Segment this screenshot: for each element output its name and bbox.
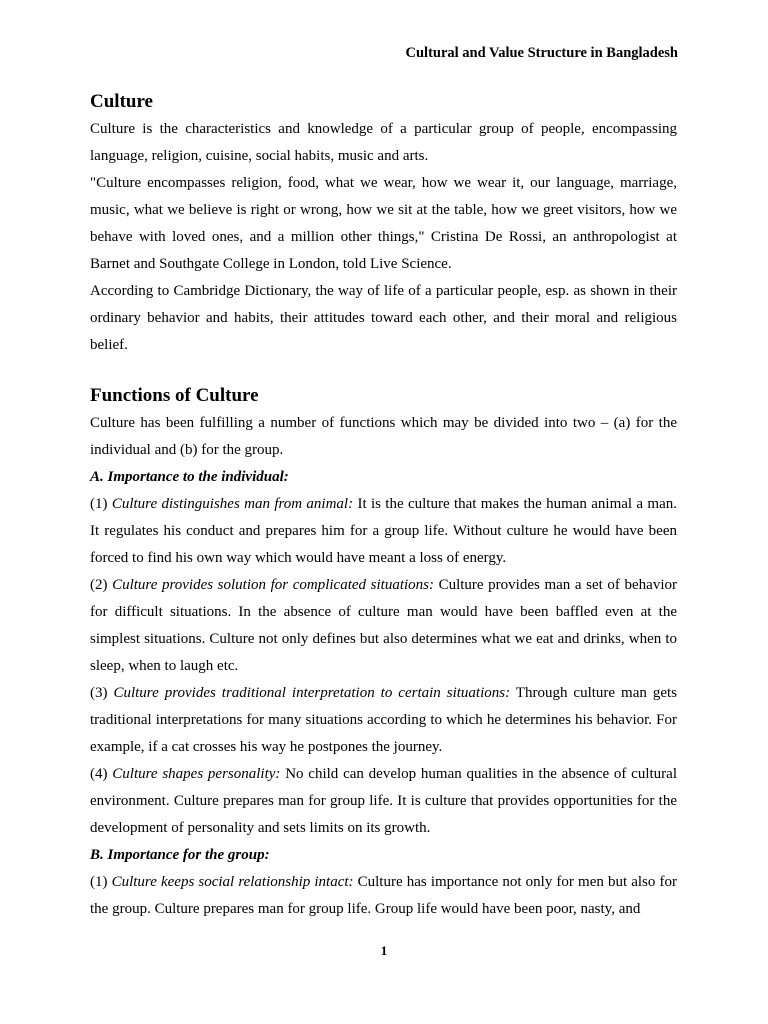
list-item	[90, 761, 677, 842]
list-item	[90, 680, 677, 761]
item-number: (1)	[90, 874, 112, 890]
item-lead: Culture keeps social relationship intact:	[111, 874, 354, 890]
list-item	[90, 491, 677, 572]
section-spacer	[90, 359, 677, 382]
item-lead: Culture distinguishes man from animal:	[111, 496, 354, 512]
item-text: No child can develop human qualities in the absence of cultural environment. Culture prepares man for group life. It is culture that provides opportunities for the development of personality and sets limits on its growth.	[90, 766, 677, 836]
section-title-culture: Culture	[90, 91, 153, 112]
item-number: (1)	[90, 496, 112, 512]
item-text: Culture provides man a set of behavior for difficult situations. In the absence of culture man would have been baffled even at the simplest situations. Culture not only defines but also determines what we eat and drinks, when to sleep, when to laugh etc.	[90, 577, 677, 674]
paragraph: Culture has been fulfilling a number of functions which may be divided into two – (a) for the individual and (b) for the group.	[90, 415, 677, 458]
item-text: It is the culture that makes the human animal a man. It regulates his conduct and prepares him for a group life. Without culture he would have been forced to find his own way which would have meant a loss of energy.	[90, 496, 677, 566]
list-item	[90, 572, 677, 680]
item-number: (2)	[90, 577, 113, 593]
item-lead: Culture provides solution for complicated situations:	[112, 577, 434, 593]
subheading-group: B. Importance for the group:	[90, 847, 270, 863]
item-number: (3)	[90, 685, 114, 701]
running-header: Cultural and Value Structure in Bangladesh	[405, 45, 678, 61]
paragraph: According to Cambridge Dictionary, the way of life of a particular people, esp. as shown in their ordinary behavior and habits, their attitudes toward each other, and their moral and religious belief.	[90, 283, 677, 353]
item-lead: Culture provides traditional interpretation to certain situations:	[113, 685, 511, 701]
item-lead: Culture shapes personality:	[112, 766, 281, 782]
item-number: (4)	[90, 766, 113, 782]
subheading-individual: A. Importance to the individual:	[90, 469, 289, 485]
page-body	[90, 88, 677, 923]
item-text: Through culture man gets traditional interpretations for many situations according to which he determines his behavior. For example, if a cat crosses his way he postpones the journey.	[90, 685, 677, 755]
paragraph: Culture is the characteristics and knowledge of a particular group of people, encompassing language, religion, cuisine, social habits, music and arts.	[90, 121, 677, 164]
list-item	[90, 869, 677, 923]
section-title-functions: Functions of Culture	[90, 385, 259, 406]
item-text: Culture has importance not only for men but also for the group. Culture prepares man for group life. Group life would have been poor, nasty, and	[90, 874, 677, 917]
page-number: 1	[380, 943, 388, 958]
paragraph: "Culture encompasses religion, food, what we wear, how we wear it, our language, marriage, music, what we believe is right or wrong, how we sit at the table, how we greet visitors, how we behave with loved ones, and a million other things," Cristina De Rossi, an anthropologist at Barnet and Southgate College in London, told Live Science.	[90, 175, 677, 272]
